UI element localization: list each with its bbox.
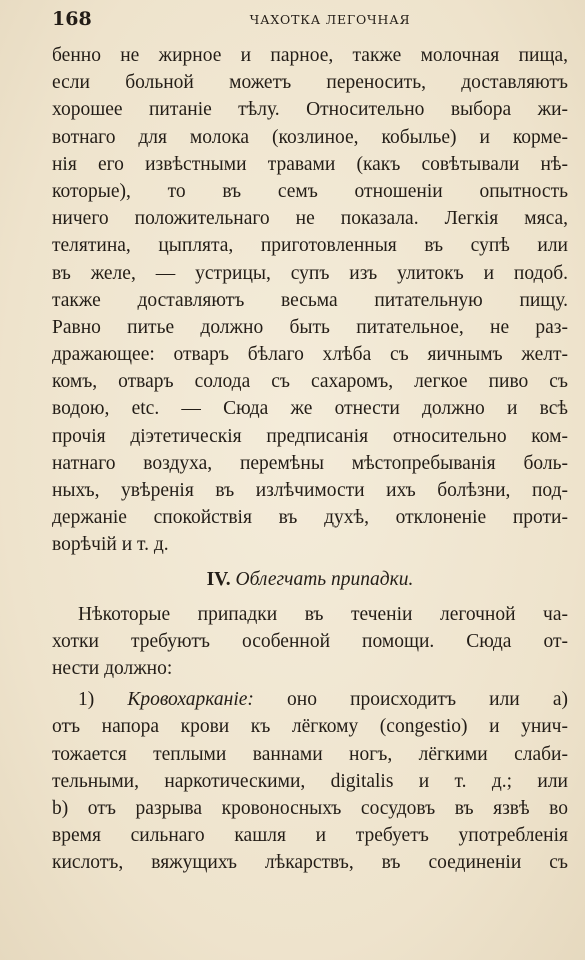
- text-line: держаніе спокойствія въ духѣ, отклоненіе проти-: [52, 507, 568, 529]
- text-line: водою, etc. — Сюда же отнести должно и всѣ: [52, 398, 568, 420]
- text-line: [52, 686, 568, 713]
- text-line: нести должно:: [52, 657, 173, 679]
- text-line: Нѣкоторые припадки въ теченіи легочной ча-: [78, 603, 568, 625]
- page-header: [52, 8, 568, 32]
- text-line: въ желе, — устрицы, супъ изъ улитокъ и подоб.: [52, 262, 568, 284]
- text-line: ныхъ, увѣренія въ излѣчимости ихъ болѣзни, под-: [52, 480, 568, 501]
- text-line: если больной можетъ переносить, доставляютъ: [52, 72, 568, 94]
- text-line: хорошее питаніе тѣлу. Относительно выбора жи-: [52, 99, 568, 121]
- section-heading: [52, 559, 568, 601]
- list-number: 1): [78, 689, 95, 711]
- section-number: IV.: [206, 568, 231, 590]
- text-line: прочія діэтетическія предписанія относительно ком-: [52, 425, 568, 447]
- text-line: вотнаго для молока (козлиное, кобылье) и корме-: [52, 126, 568, 148]
- term-hemoptysis: Кровохарканіе:: [127, 689, 254, 711]
- text-line: бенно не жирное и парное, также молочная пища,: [52, 45, 568, 66]
- text-line: натнаго воздуха, перемѣны мѣстопребыванія боль-: [52, 452, 568, 474]
- text-line: нія его извѣстными травами (какъ совѣтывали нѣ-: [52, 153, 568, 175]
- text-line: комъ, отваръ солода съ сахаромъ, легкое пиво съ: [52, 371, 568, 393]
- text-line: кислотъ, вяжущихъ лѣкарствъ, въ соединеніи съ: [52, 852, 568, 874]
- text-line: тожается теплыми ваннами ногъ, лёгкими слаби-: [52, 743, 568, 765]
- paragraph-symptoms: [52, 601, 568, 683]
- text-line: ворѣчій и т. д.: [52, 534, 169, 556]
- text-line: b) отъ разрыва кровоносныхъ сосудовъ въ язвѣ во: [52, 797, 568, 819]
- text-line: ничего положительнаго не показала. Легкія мяса,: [52, 208, 568, 230]
- section-title: Облегчать припадки.: [235, 568, 414, 590]
- text-line: Равно питье должно быть питательное, не раз-: [52, 316, 568, 338]
- text-line: хотки требуютъ особенной помощи. Сюда от-: [52, 630, 568, 652]
- text-line: тельными, наркотическими, digitalis и т. д.; или: [52, 770, 568, 792]
- paragraph-hemoptysis: [52, 686, 568, 876]
- text-line: которые), то въ семъ отношеніи опытность: [52, 180, 568, 202]
- text-line: дражающее: отваръ бѣлаго хлѣба съ яичнымъ желт-: [52, 344, 568, 366]
- text-line: отъ напора крови къ лёгкому (congestio) и унич-: [52, 716, 568, 738]
- paragraph-diet: [52, 42, 568, 559]
- text-line: время сильнаго кашля и требуетъ употребленія: [52, 825, 568, 847]
- page-number: 168: [52, 8, 92, 30]
- text-line: также доставляютъ весьма питательную пищу.: [52, 289, 568, 311]
- text-fragment: оно происходитъ или а): [287, 689, 568, 711]
- running-head: ЧАХОТКА ЛЕГОЧНАЯ: [249, 12, 411, 27]
- body-text: [52, 42, 568, 876]
- text-line: телятина, цыплята, приготовленныя въ супѣ или: [52, 235, 568, 257]
